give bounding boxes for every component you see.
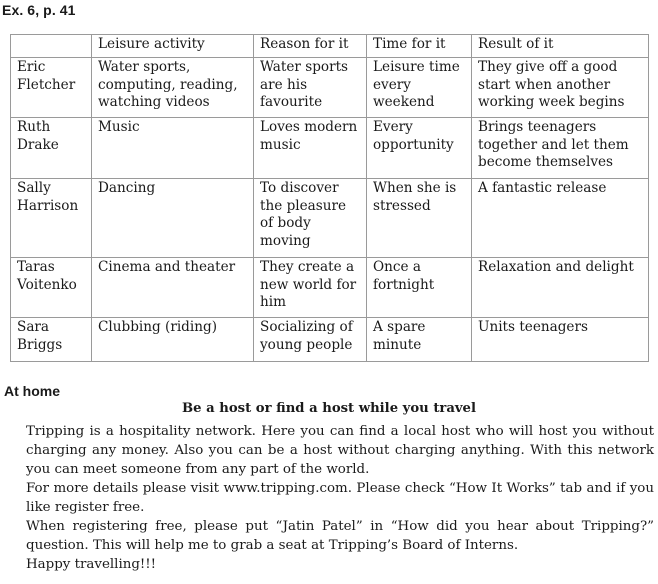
cell-name: Sally Harrison bbox=[11, 179, 92, 258]
cell-result: A fantastic release bbox=[472, 179, 649, 258]
cell-name: Ruth Drake bbox=[11, 118, 92, 179]
cell-name: Taras Voitenko bbox=[11, 258, 92, 318]
cell-activity: Dancing bbox=[92, 179, 254, 258]
cell-reason: To discover the pleasure of body moving bbox=[254, 179, 367, 258]
cell-activity: Clubbing (riding) bbox=[92, 318, 254, 362]
cell-time: When she is stressed bbox=[367, 179, 472, 258]
table-header-row bbox=[11, 35, 649, 58]
table-row bbox=[11, 58, 649, 118]
cell-result: Brings teenagers together and let them become themselves bbox=[472, 118, 649, 179]
table-row bbox=[11, 179, 649, 258]
cell-reason: Water sports are his favourite bbox=[254, 58, 367, 118]
table-row bbox=[11, 318, 649, 362]
cell-result: Units teenagers bbox=[472, 318, 649, 362]
cell-time: Leisure time every weekend bbox=[367, 58, 472, 118]
article-body bbox=[26, 422, 654, 574]
cell-reason: Socializing of young people bbox=[254, 318, 367, 362]
cell-activity: Water sports, computing, reading, watching videos bbox=[92, 58, 254, 118]
cell-result: Relaxation and delight bbox=[472, 258, 649, 318]
article-paragraph: For more details please visit www.tripping.com. Please check “How It Works” tab and if you like register free. bbox=[26, 481, 654, 515]
cell-time: Every opportunity bbox=[367, 118, 472, 179]
cell-activity: Music bbox=[92, 118, 254, 179]
cell-time: Once a fortnight bbox=[367, 258, 472, 318]
article-paragraph: When registering free, please put “Jatin Patel” in “How did you hear about Tripping?” question. This will help me to grab a seat at Tripping’s Board of Interns. bbox=[26, 519, 654, 553]
cell-reason: They create a new world for him bbox=[254, 258, 367, 318]
article-paragraph: Tripping is a hospitality network. Here you can find a local host who will host you without charging any money. Also you can be a host without charging anything. With this network you can meet someone from any part of the world. bbox=[26, 424, 654, 477]
leisure-activity-table bbox=[10, 34, 649, 362]
cell-name: Eric Fletcher bbox=[11, 58, 92, 118]
exercise-heading: Ex. 6, p. 41 bbox=[2, 2, 76, 18]
cell-activity: Cinema and theater bbox=[92, 258, 254, 318]
article-title: Be a host or find a host while you travel bbox=[182, 401, 476, 416]
header-result: Result of it bbox=[472, 35, 649, 58]
cell-name: Sara Briggs bbox=[11, 318, 92, 362]
table-row bbox=[11, 258, 649, 318]
cell-time: A spare minute bbox=[367, 318, 472, 362]
header-name bbox=[11, 35, 92, 58]
header-leisure-activity: Leisure activity bbox=[92, 35, 254, 58]
table-row bbox=[11, 118, 649, 179]
at-home-heading: At home bbox=[4, 383, 60, 399]
article-paragraph: Happy travelling!!! bbox=[26, 557, 157, 572]
cell-reason: Loves modern music bbox=[254, 118, 367, 179]
header-time: Time for it bbox=[367, 35, 472, 58]
cell-result: They give off a good start when another working week begins bbox=[472, 58, 649, 118]
header-reason: Reason for it bbox=[254, 35, 367, 58]
